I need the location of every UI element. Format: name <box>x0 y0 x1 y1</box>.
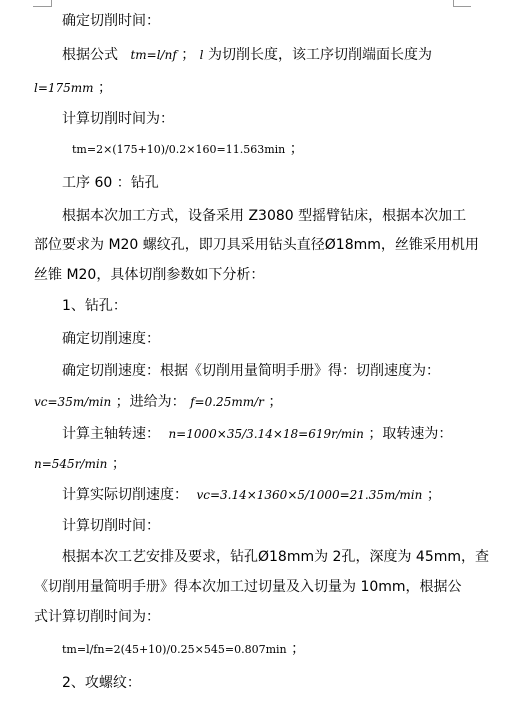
section-heading: 1、钻孔： <box>62 298 127 314</box>
formula: vc=35m/min <box>34 395 112 409</box>
paragraph-line <box>34 393 282 411</box>
text-run: 计算主轴转速： <box>62 426 160 442</box>
paragraph-line <box>62 486 441 504</box>
paragraph-line <box>62 425 452 443</box>
text-run: ；进给为： <box>115 394 186 410</box>
paragraph-line <box>62 46 432 64</box>
section-heading: 2、攻螺纹： <box>62 675 141 691</box>
paragraph-line <box>34 79 112 97</box>
paragraph-line: 确定切削时间： <box>62 13 160 29</box>
formula: tm=l/nf <box>130 48 177 62</box>
text-run: ； <box>289 141 304 157</box>
text-run: ； <box>291 641 306 657</box>
paragraph-line: 部位要求为 M20 螺纹孔，即刀具采用钻头直径Ø18mm，丝锥采用机用 <box>34 237 479 253</box>
paragraph-line <box>72 140 304 159</box>
text-run: 为切削长度，该工序切削端面长度为 <box>207 47 432 63</box>
text-run: ； <box>98 80 113 96</box>
formula: f=0.25mm/r <box>190 395 264 409</box>
formula: vc=3.14×1360×5/1000=21.35m/min <box>196 488 423 502</box>
paragraph-line: 根据本次工艺安排及要求，钻孔Ø18mm为 2孔，深度为 45mm，查 <box>62 549 490 565</box>
text-run: ；取转速为： <box>368 426 453 442</box>
section-heading: 工序 60 ：钻孔 <box>62 175 159 191</box>
paragraph-line: 确定切削速度：根据《切削用量简明手册》得：切削速度为： <box>62 363 440 379</box>
paragraph-line: 计算切削时间为： <box>62 111 174 127</box>
formula: n=1000×35/3.14×18=619r/min <box>168 427 364 441</box>
text-run: ； <box>111 456 126 472</box>
paragraph-line: 计算切削时间： <box>62 518 160 534</box>
formula: n=545r/min <box>34 457 108 471</box>
text-run: ； <box>268 394 283 410</box>
formula: l=175mm <box>34 81 94 95</box>
paragraph-line: 确定切削速度： <box>62 331 160 347</box>
paragraph-line: 式计算切削时间为： <box>34 609 160 625</box>
paragraph-line <box>34 455 126 473</box>
formula: tm=l/fn=2(45+10)/0.25×545=0.807min <box>62 643 287 656</box>
paragraph-line: 《切削用量简明手册》得本次加工过切量及入切量为 10mm，根据公 <box>34 579 462 595</box>
paragraph-line: 根据本次加工方式，设备采用 Z3080 型摇臂钻床，根据本次加工 <box>62 208 467 224</box>
text-run: 根据公式 <box>62 47 118 63</box>
text-run: 计算实际切削速度： <box>62 487 188 503</box>
paragraph-line <box>62 640 305 659</box>
paragraph-line: 丝锥 M20，具体切削参数如下分析： <box>34 267 265 283</box>
text-run: ； <box>426 487 441 503</box>
formula: tm=2×(175+10)/0.2×160=11.563min <box>72 143 286 156</box>
formula: l <box>199 48 204 62</box>
text-run: ； <box>181 47 196 63</box>
